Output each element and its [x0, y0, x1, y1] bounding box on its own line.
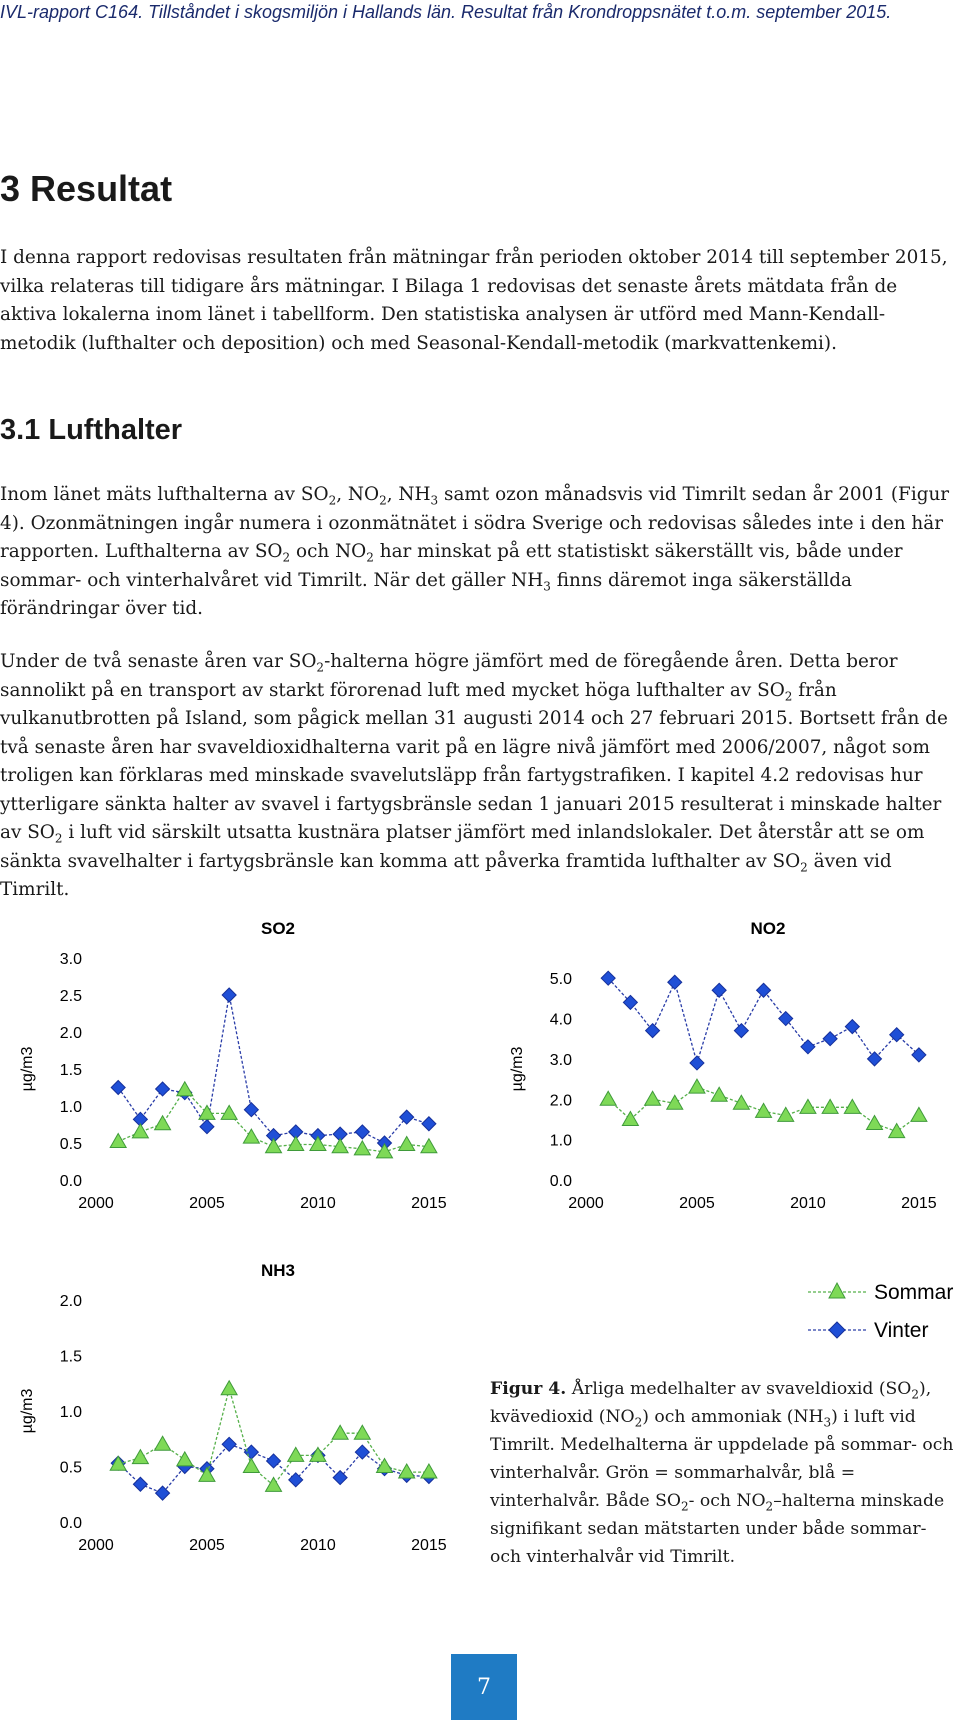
- no2-winter-point: [912, 1048, 926, 1062]
- chart-legend: [806, 1270, 960, 1350]
- nh3-title: NH3: [260, 1261, 296, 1280]
- no2-ytick: 5.0: [549, 971, 572, 989]
- no2-winter-point: [690, 1056, 704, 1070]
- so2-summer-point: [310, 1136, 326, 1150]
- nh3-xtick: 2005: [189, 1537, 225, 1554]
- no2-winter-point: [779, 1012, 793, 1026]
- nh3-winter-point: [133, 1477, 147, 1491]
- no2-xtick: 2000: [568, 1195, 604, 1212]
- so2-summer-point: [354, 1141, 370, 1155]
- subsection-title: 3.1 Lufthalter: [0, 414, 183, 446]
- nh3-winter-point: [244, 1445, 258, 1459]
- so2-ytick: 3.0: [59, 951, 82, 968]
- nh3-summer-point: [155, 1436, 171, 1450]
- so2-ylabel: µg/m3: [19, 1046, 36, 1092]
- no2-summer-point: [889, 1124, 905, 1138]
- nh3-summer-point: [266, 1477, 282, 1491]
- no2-summer-point: [600, 1091, 616, 1105]
- nh3-summer-point: [421, 1464, 437, 1478]
- nh3-summer-point: [132, 1450, 148, 1464]
- no2-summer-point: [756, 1103, 772, 1117]
- so2-winter-point: [222, 988, 236, 1002]
- nh3-winter-point: [267, 1454, 281, 1468]
- so2-xtick: 2005: [189, 1195, 225, 1212]
- nh3-ylabel: µg/m3: [19, 1388, 36, 1434]
- no2-ylabel: µg/m3: [509, 1046, 526, 1092]
- nh3-xtick: 2000: [78, 1537, 114, 1554]
- nh3-chart-svg: [0, 1250, 470, 1570]
- nh3-ytick: 1.5: [59, 1348, 82, 1366]
- no2-ytick: 4.0: [549, 1011, 572, 1029]
- no2-title: NO2: [750, 919, 786, 938]
- nh3-summer-point: [332, 1425, 348, 1439]
- so2-chart: [0, 908, 470, 1228]
- legend-summer-label: Sommar: [874, 1281, 954, 1304]
- so2-chart-svg: [0, 908, 470, 1228]
- no2-summer-point: [911, 1107, 927, 1121]
- no2-summer-point: [800, 1099, 816, 1113]
- no2-winter-point: [668, 975, 682, 989]
- legend-winter-marker: [829, 1322, 845, 1338]
- so2-winter-point: [422, 1117, 436, 1131]
- so2-winter-point: [111, 1081, 125, 1095]
- no2-summer-point: [733, 1095, 749, 1109]
- no2-xtick: 2015: [901, 1195, 937, 1212]
- so2-ytick: 0.0: [59, 1173, 82, 1190]
- so2-xtick: 2015: [411, 1195, 447, 1212]
- legend-summer-marker: [829, 1283, 845, 1298]
- no2-winter-point: [801, 1040, 815, 1054]
- no2-winter-point: [757, 983, 771, 997]
- page-number: 7: [451, 1654, 517, 1720]
- intro-paragraph: I denna rapport redovisas resultaten från mätningar från perioden oktober 2014 till september 2015, vilka relateras till tidigare års mätningar. I Bilaga 1 redovisas det senaste årets mätdata från de aktiva lokalerna inom länet i tabellform. Den statistiska analysen är utförd med Mann-Kendall-metodik (lufthalter och deposition) och med Seasonal-Kendall-metodik (markvattenkemi).: [0, 247, 948, 354]
- legend-svg: [806, 1270, 960, 1350]
- no2-winter-point: [890, 1028, 904, 1042]
- no2-winter-point: [845, 1020, 859, 1034]
- so2-summer-point: [399, 1136, 415, 1150]
- no2-winter-point: [712, 983, 726, 997]
- nh3-xtick: 2010: [300, 1537, 336, 1554]
- so2-ytick: 1.5: [59, 1062, 82, 1079]
- caption-label: Figur 4.: [490, 1379, 567, 1399]
- no2-ytick: 0.0: [549, 1173, 572, 1190]
- nh3-summer-point: [354, 1425, 370, 1439]
- lufthalter-paragraph-1: Inom länet mäts lufthalterna av $SO_2$, $NO_2$, $NH_3$ samt ozon månadsvis vid Timrilt sedan år 2001 (Figur 4). Ozonmätningen ingår numera i ozonmätnätet i södra Sverige och redovisas således inte i den här rapporten. Lufthalterna av $SO_2$ och $NO_2$ har minskat på ett statistiskt säkerställt vis, både under sommar- och vinterhalvåret vid Timrilt. När det gäller $NH_3$ finns däremot inga säkerställda förändringar över tid.: [0, 484, 950, 619]
- legend-winter-label: Vinter: [874, 1319, 929, 1342]
- no2-ytick: 1.0: [549, 1132, 572, 1150]
- so2-summer-point: [177, 1082, 193, 1096]
- so2-summer-point: [110, 1134, 126, 1148]
- so2-title: SO2: [260, 919, 296, 938]
- so2-xtick: 2000: [78, 1195, 114, 1212]
- no2-winter-point: [823, 1032, 837, 1046]
- lufthalter-paragraph-2: Under de två senaste åren var $SO_2$-halterna högre jämfört med de föregående åren. Detta beror sannolikt på en transport av starkt förorenad luft med mycket höga lufthalter av $SO_2$ från vulkanutbrotten på Island, som pågick mellan 31 augusti 2014 och 27 februari 2015. Bortsett från de två senaste åren har svaveldioxidhalterna varit på en lägre nivå jämfört med 2006/2007, något som troligen kan förklaras med minskade svavelutsläpp från fartygstrafiken. I kapitel 4.2 redovisas hur ytterligare sänkta halter av svavel i fartygsbränsle sedan 1 januari 2015 resulterat i minskade halter av $SO_2$ i luft vid särskilt utsatta kustnära platser jämfört med inlandslokaler. Det återstår att se om sänkta svavelhalter i fartygsbränsle kan komma att påverka framtida lufthalter av $SO_2$ även vid Timrilt.: [0, 651, 948, 900]
- nh3-chart: [0, 1250, 470, 1570]
- so2-ytick: 0.5: [59, 1136, 82, 1153]
- so2-summer-point: [221, 1105, 237, 1119]
- no2-summer-point: [867, 1115, 883, 1129]
- no2-chart-svg: [490, 908, 960, 1228]
- figure-caption: Figur 4. Årliga medelhalter av svaveldioxid $(SO_2)$, kvävedioxid $(NO_2)$ och ammoniak $(NH_3)$ i luft vid Timrilt. Medelhalterna är uppdelade på sommar- och vinterhalvår. Grön = sommarhalvår, blå = vinterhalvår. Både $SO_2-$ och $NO_2$–halterna minskade signifikant sedan mätstarten under både sommar- och vinterhalvår vid Timrilt.: [490, 1379, 954, 1567]
- no2-winter-point: [646, 1024, 660, 1038]
- nh3-ytick: 2.0: [59, 1293, 82, 1310]
- no2-xtick: 2005: [679, 1195, 715, 1212]
- so2-xtick: 2010: [300, 1195, 336, 1212]
- nh3-summer-point: [377, 1459, 393, 1473]
- section-title: 3 Resultat: [0, 168, 173, 209]
- no2-chart: [490, 908, 960, 1228]
- no2-summer-point: [645, 1091, 661, 1105]
- no2-xtick: 2010: [790, 1195, 826, 1212]
- so2-ytick: 1.0: [59, 1099, 82, 1116]
- no2-summer-point: [844, 1099, 860, 1113]
- no2-ytick: 2.0: [549, 1092, 572, 1110]
- so2-summer-point: [288, 1136, 304, 1150]
- no2-summer-point: [711, 1087, 727, 1101]
- no2-ytick: 3.0: [549, 1051, 572, 1069]
- so2-summer-point: [155, 1116, 171, 1130]
- nh3-summer-point: [288, 1447, 304, 1461]
- nh3-summer-point: [177, 1452, 193, 1466]
- no2-summer-point: [822, 1099, 838, 1113]
- nh3-xtick: 2015: [411, 1537, 447, 1554]
- nh3-ytick: 0.5: [59, 1459, 82, 1477]
- so2-winter-point: [355, 1125, 369, 1139]
- no2-winter-point: [734, 1024, 748, 1038]
- nh3-ytick: 1.0: [59, 1404, 82, 1421]
- so2-ytick: 2.5: [59, 988, 82, 1005]
- so2-winter-point: [200, 1120, 214, 1134]
- nh3-ytick: 0.0: [59, 1515, 82, 1532]
- so2-summer-point: [132, 1124, 148, 1138]
- no2-summer-point: [689, 1079, 705, 1093]
- running-header: IVL-rapport C164. Tillståndet i skogsmiljön i Hallands län. Resultat från Krondroppsnätet t.o.m. september 2015.: [0, 2, 892, 22]
- nh3-summer-point: [243, 1459, 259, 1473]
- so2-ytick: 2.0: [59, 1025, 82, 1042]
- so2-winter-point: [156, 1082, 170, 1096]
- nh3-summer-point: [221, 1381, 237, 1395]
